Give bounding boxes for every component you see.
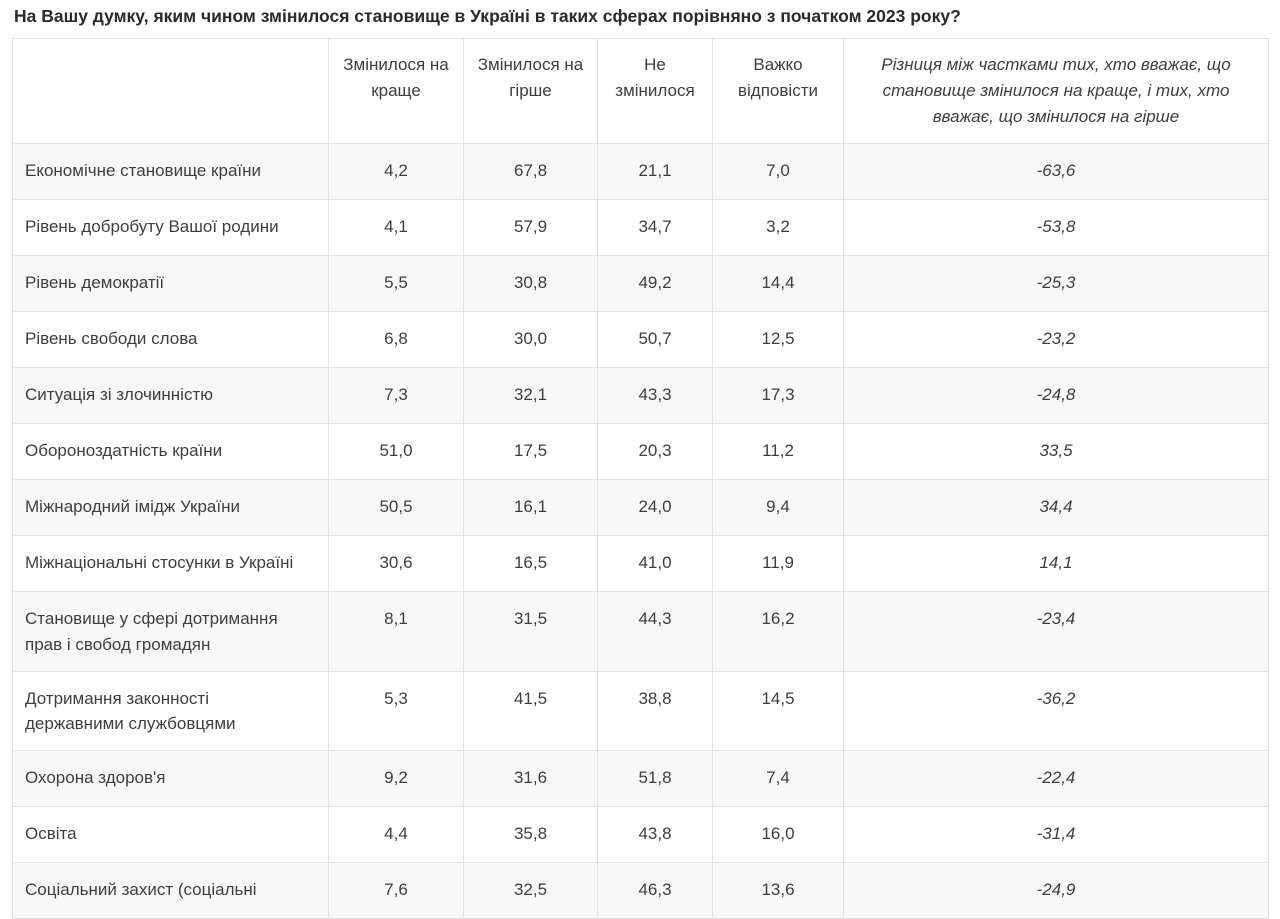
- cell-better: 4,1: [329, 200, 464, 256]
- table-row: [13, 312, 1269, 368]
- header-row: [13, 39, 1269, 144]
- header-difference: Різниця між частками тих, хто вважає, що становище змінилося на краще, і тих, хто вважає, що змінилося на гірше: [844, 39, 1269, 144]
- cell-better: 5,3: [329, 671, 464, 751]
- cell-better: 5,5: [329, 256, 464, 312]
- cell-same: 24,0: [598, 480, 713, 536]
- cell-diff: -36,2: [844, 671, 1269, 751]
- header-not-changed: Не змінилося: [598, 39, 713, 144]
- row-label: Становище у сфері дотримання прав і свобод громадян: [13, 592, 329, 672]
- cell-worse: 32,1: [464, 368, 598, 424]
- cell-diff: -23,4: [844, 592, 1269, 672]
- cell-hard: 7,0: [713, 144, 844, 200]
- cell-better: 8,1: [329, 592, 464, 672]
- cell-worse: 35,8: [464, 807, 598, 863]
- cell-same: 43,3: [598, 368, 713, 424]
- cell-same: 38,8: [598, 671, 713, 751]
- cell-diff: -63,6: [844, 144, 1269, 200]
- cell-better: 7,3: [329, 368, 464, 424]
- cell-diff: -31,4: [844, 807, 1269, 863]
- cell-same: 21,1: [598, 144, 713, 200]
- cell-same: 49,2: [598, 256, 713, 312]
- cell-hard: 14,5: [713, 671, 844, 751]
- cell-better: 51,0: [329, 424, 464, 480]
- cell-worse: 17,5: [464, 424, 598, 480]
- cell-better: 6,8: [329, 312, 464, 368]
- table-row: [13, 256, 1269, 312]
- cell-worse: 67,8: [464, 144, 598, 200]
- header-hard-to-answer: Важко відповісти: [713, 39, 844, 144]
- row-label: Освіта: [13, 807, 329, 863]
- row-label: Охорона здоров'я: [13, 751, 329, 807]
- cell-same: 41,0: [598, 536, 713, 592]
- row-label: Рівень добробуту Вашої родини: [13, 200, 329, 256]
- cell-hard: 7,4: [713, 751, 844, 807]
- table-row: [13, 592, 1269, 672]
- page-title: На Вашу думку, яким чином змінилося становище в Україні в таких сферах порівняно з початком 2023 року?: [14, 6, 961, 26]
- header-changed-better: Змінилося на краще: [329, 39, 464, 144]
- cell-better: 4,2: [329, 144, 464, 200]
- row-label: Міжнаціональні стосунки в Україні: [13, 536, 329, 592]
- cell-same: 43,8: [598, 807, 713, 863]
- table-body: [13, 144, 1269, 919]
- cell-worse: 16,5: [464, 536, 598, 592]
- row-label: Рівень свободи слова: [13, 312, 329, 368]
- table-row: [13, 671, 1269, 751]
- cell-better: 4,4: [329, 807, 464, 863]
- cell-worse: 31,5: [464, 592, 598, 672]
- cell-hard: 11,9: [713, 536, 844, 592]
- cell-worse: 57,9: [464, 200, 598, 256]
- table-header: [13, 39, 1269, 144]
- table-row: [13, 807, 1269, 863]
- table-row: [13, 424, 1269, 480]
- row-label: Економічне становище країни: [13, 144, 329, 200]
- table-row: [13, 368, 1269, 424]
- row-label: Рівень демократії: [13, 256, 329, 312]
- cell-hard: 16,0: [713, 807, 844, 863]
- cell-diff: -53,8: [844, 200, 1269, 256]
- cell-hard: 13,6: [713, 863, 844, 919]
- cell-hard: 11,2: [713, 424, 844, 480]
- survey-results-table: [12, 38, 1269, 919]
- table-row: [13, 536, 1269, 592]
- cell-diff: -24,9: [844, 863, 1269, 919]
- row-label: Міжнародний імідж України: [13, 480, 329, 536]
- cell-diff: -23,2: [844, 312, 1269, 368]
- cell-diff: 33,5: [844, 424, 1269, 480]
- cell-diff: 14,1: [844, 536, 1269, 592]
- cell-hard: 14,4: [713, 256, 844, 312]
- cell-better: 50,5: [329, 480, 464, 536]
- header-changed-worse: Змінилося на гірше: [464, 39, 598, 144]
- cell-better: 7,6: [329, 863, 464, 919]
- cell-worse: 30,8: [464, 256, 598, 312]
- cell-worse: 41,5: [464, 671, 598, 751]
- row-label: Ситуація зі злочинністю: [13, 368, 329, 424]
- cell-same: 20,3: [598, 424, 713, 480]
- cell-same: 51,8: [598, 751, 713, 807]
- cell-hard: 3,2: [713, 200, 844, 256]
- cell-better: 9,2: [329, 751, 464, 807]
- table-row: [13, 751, 1269, 807]
- row-label: Дотримання законності державними службовцями: [13, 671, 329, 751]
- table-row: [13, 480, 1269, 536]
- cell-same: 34,7: [598, 200, 713, 256]
- cell-diff: -24,8: [844, 368, 1269, 424]
- cell-diff: -22,4: [844, 751, 1269, 807]
- cell-worse: 30,0: [464, 312, 598, 368]
- row-label: Соціальний захист (соціальні: [13, 863, 329, 919]
- cell-diff: 34,4: [844, 480, 1269, 536]
- cell-same: 50,7: [598, 312, 713, 368]
- cell-hard: 12,5: [713, 312, 844, 368]
- cell-hard: 16,2: [713, 592, 844, 672]
- cell-same: 44,3: [598, 592, 713, 672]
- table-row: [13, 863, 1269, 919]
- cell-diff: -25,3: [844, 256, 1269, 312]
- cell-hard: 17,3: [713, 368, 844, 424]
- table-row: [13, 200, 1269, 256]
- cell-worse: 16,1: [464, 480, 598, 536]
- cell-better: 30,6: [329, 536, 464, 592]
- cell-same: 46,3: [598, 863, 713, 919]
- table-row: [13, 144, 1269, 200]
- header-category: [13, 39, 329, 144]
- cell-worse: 32,5: [464, 863, 598, 919]
- cell-worse: 31,6: [464, 751, 598, 807]
- cell-hard: 9,4: [713, 480, 844, 536]
- row-label: Обороноздатність країни: [13, 424, 329, 480]
